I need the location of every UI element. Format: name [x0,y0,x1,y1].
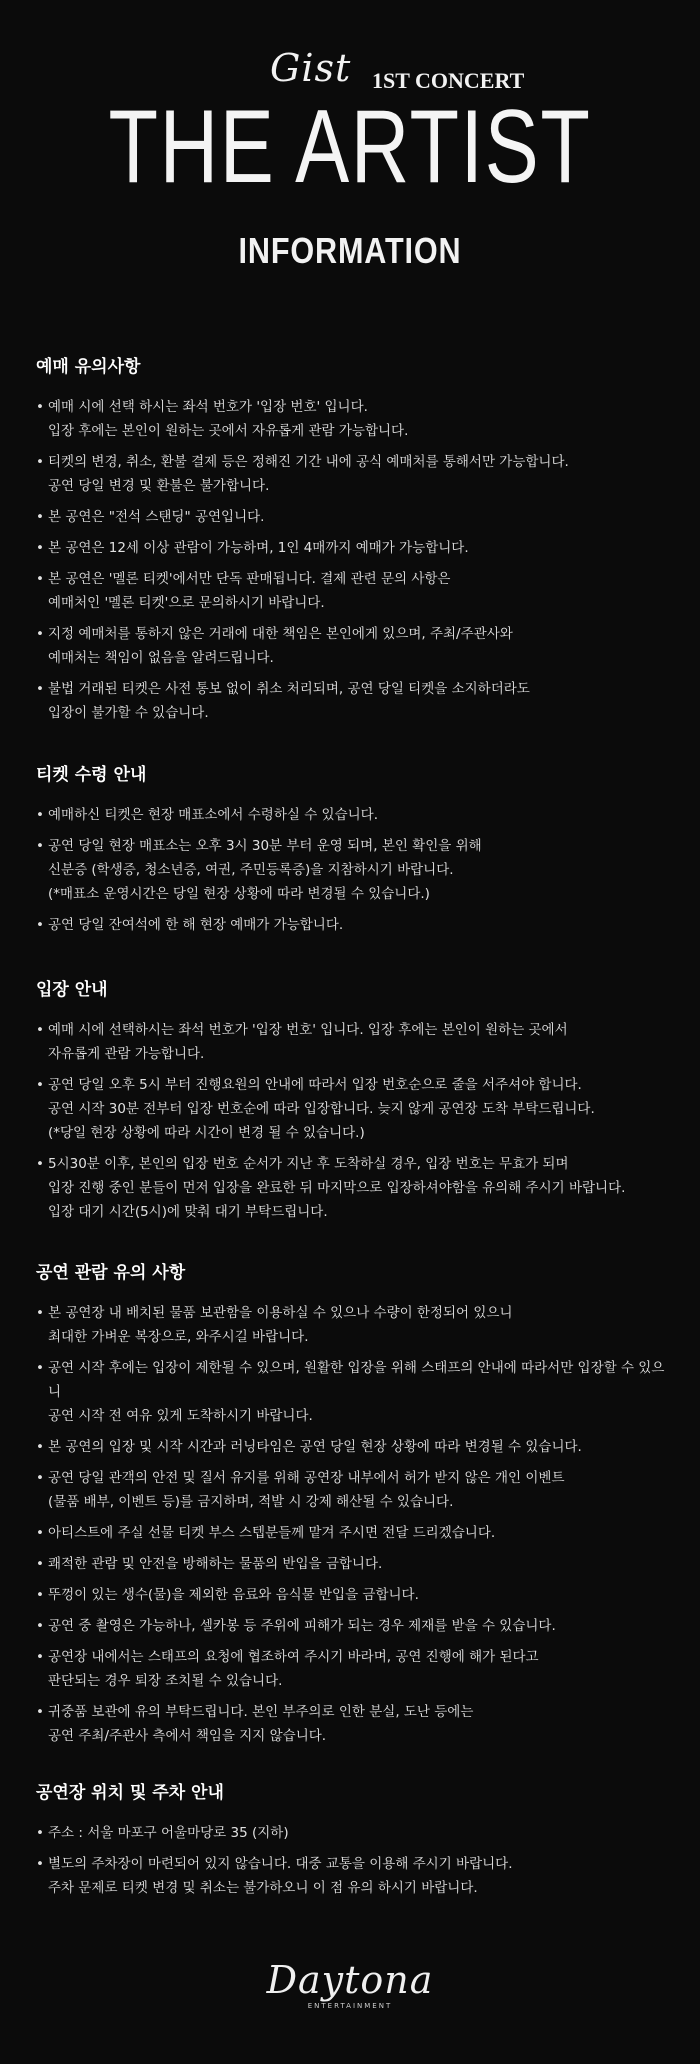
venue-parking-list [36,1821,676,1900]
list-item: • 공연 당일 현장 매표소는 오후 3시 30분 부터 운영 되며, 본인 확인을 위해 신분증 (학생증, 청소년증, 여권, 주민등록증)을 지참하시기 바랍니다. (*매표소 운영시간은 당일 현장 상황에 따라 변경될 수 있습니다.) [36,834,676,906]
section-title: 공연 관람 유의 사항 [36,1263,186,1283]
section-viewing-notes [36,1258,676,1755]
list-item: • 본 공연은 "전석 스탠딩" 공연입니다. [36,505,676,529]
list-item: • 본 공연은 '멜론 티켓'에서만 단독 판매됩니다. 결제 관련 문의 사항은 예매처인 '멜론 티켓'으로 문의하시기 바랍니다. [36,567,676,615]
list-item: • 공연 당일 관객의 안전 및 질서 유지를 위해 공연장 내부에서 허가 받지 않은 개인 이벤트 (물품 배부, 이벤트 등)를 금지하며, 적발 시 강제 해산될 수 있습니다. [36,1466,676,1514]
list-item: • 티켓의 변경, 취소, 환불 결제 등은 정해진 기간 내에 공식 예매처를 통해서만 가능합니다. 공연 당일 변경 및 환불은 불가합니다. [36,450,676,498]
list-item: • 공연 시작 후에는 입장이 제한될 수 있으며, 원활한 입장을 위해 스태프의 안내에 따라서만 입장할 수 있으니 공연 시작 전 여유 있게 도착하시기 바랍니다. [36,1356,676,1428]
section-venue-parking [36,1778,676,1907]
concert-title: THE ARTIST [108,89,592,205]
list-item: • 본 공연장 내 배치된 물품 보관함을 이용하실 수 있으나 수량이 한정되어 있으니 최대한 가벼운 복장으로, 와주시길 바랍니다. [36,1301,676,1349]
list-item: • 예매 시에 선택하시는 좌석 번호가 '입장 번호' 입니다. 입장 후에는 본인이 원하는 곳에서 자유롭게 관람 가능합니다. [36,1018,676,1066]
booking-notes-list [36,395,676,725]
section-title: 티켓 수령 안내 [36,765,147,785]
list-item: • 공연 당일 잔여석에 한 해 현장 예매가 가능합니다. [36,913,676,937]
brand-row [0,40,700,93]
section-title: 입장 안내 [36,980,108,1000]
list-item: • 본 공연의 입장 및 시작 시간과 러닝타임은 공연 당일 현장 상황에 따라 변경될 수 있습니다. [36,1435,676,1459]
entry-guide-list [36,1018,676,1224]
list-item: • 불법 거래된 티켓은 사전 통보 없이 취소 처리되며, 공연 당일 티켓을 소지하더라도 입장이 불가할 수 있습니다. [36,677,676,725]
section-booking-notes [36,352,676,732]
ticket-pickup-list [36,803,676,937]
section-title: 공연장 위치 및 주차 안내 [36,1783,224,1803]
information-heading: INFORMATION [238,230,462,271]
list-item: • 별도의 주차장이 마련되어 있지 않습니다. 대중 교통을 이용해 주시기 바랍니다. 주차 문제로 티켓 변경 및 취소는 불가하오니 이 점 유의 하시기 바랍니다. [36,1852,676,1900]
list-item: • 공연 중 촬영은 가능하나, 셀카봉 등 주위에 피해가 되는 경우 제재를 받을 수 있습니다. [36,1614,676,1638]
section-ticket-pickup [36,760,676,944]
daytona-logo-sub: ENTERTAINMENT [307,2002,393,2010]
list-item: • 공연장 내에서는 스태프의 요청에 협조하여 주시기 바라며, 공연 진행에 해가 된다고 판단되는 경우 퇴장 조치될 수 있습니다. [36,1645,676,1693]
daytona-logo: Daytona [266,1958,434,2002]
section-entry-guide [36,975,676,1231]
list-item: • 공연 당일 오후 5시 부터 진행요원의 안내에 따라서 입장 번호순으로 줄을 서주셔야 합니다. 공연 시작 30분 전부터 입장 번호순에 따라 입장합니다. 늦지 않게 공연장 도착 부탁드립니다. (*당일 현장 상황에 따라 시간이 변경 될 수 있습니다.) [36,1073,676,1145]
list-item: • 예매하신 티켓은 현장 매표소에서 수령하실 수 있습니다. [36,803,676,827]
concert-header [0,40,700,271]
list-item: • 지정 예매처를 통하지 않은 거래에 대한 책임은 본인에게 있으며, 주최/주관사와 예매처는 책임이 없음을 알려드립니다. [36,622,676,670]
list-item: • 예매 시에 선택 하시는 좌석 번호가 '입장 번호' 입니다. 입장 후에는 본인이 원하는 곳에서 자유롭게 관람 가능합니다. [36,395,676,443]
concert-label: 1ST CONCERT [372,68,525,93]
list-item: • 주소 : 서울 마포구 어울마당로 35 (지하) [36,1821,676,1845]
list-item: • 5시30분 이후, 본인의 입장 번호 순서가 지난 후 도착하실 경우, 입장 번호는 무효가 되며 입장 진행 중인 분들이 먼저 입장을 완료한 뒤 마지막으로 입장하셔야함을 유의해 주시기 바랍니다. 입장 대기 시간(5시)에 맞춰 대기 부탁드립니다. [36,1152,676,1224]
gist-logo: Gist [270,46,352,90]
list-item: • 뚜껑이 있는 생수(물)을 제외한 음료와 음식물 반입을 금합니다. [36,1583,676,1607]
list-item: • 귀중품 보관에 유의 부탁드립니다. 본인 부주의로 인한 분실, 도난 등에는 공연 주최/주관사 측에서 책임을 지지 않습니다. [36,1700,676,1748]
viewing-notes-list [36,1301,676,1748]
list-item: • 쾌적한 관람 및 안전을 방해하는 물품의 반입을 금합니다. [36,1552,676,1576]
list-item: • 본 공연은 12세 이상 관람이 가능하며, 1인 4매까지 예매가 가능합니다. [36,536,676,560]
section-title: 예매 유의사항 [36,357,141,377]
list-item: • 아티스트에 주실 선물 티켓 부스 스텝분들께 맡겨 주시면 전달 드리겠습니다. [36,1521,676,1545]
footer-logo [0,1960,700,2010]
